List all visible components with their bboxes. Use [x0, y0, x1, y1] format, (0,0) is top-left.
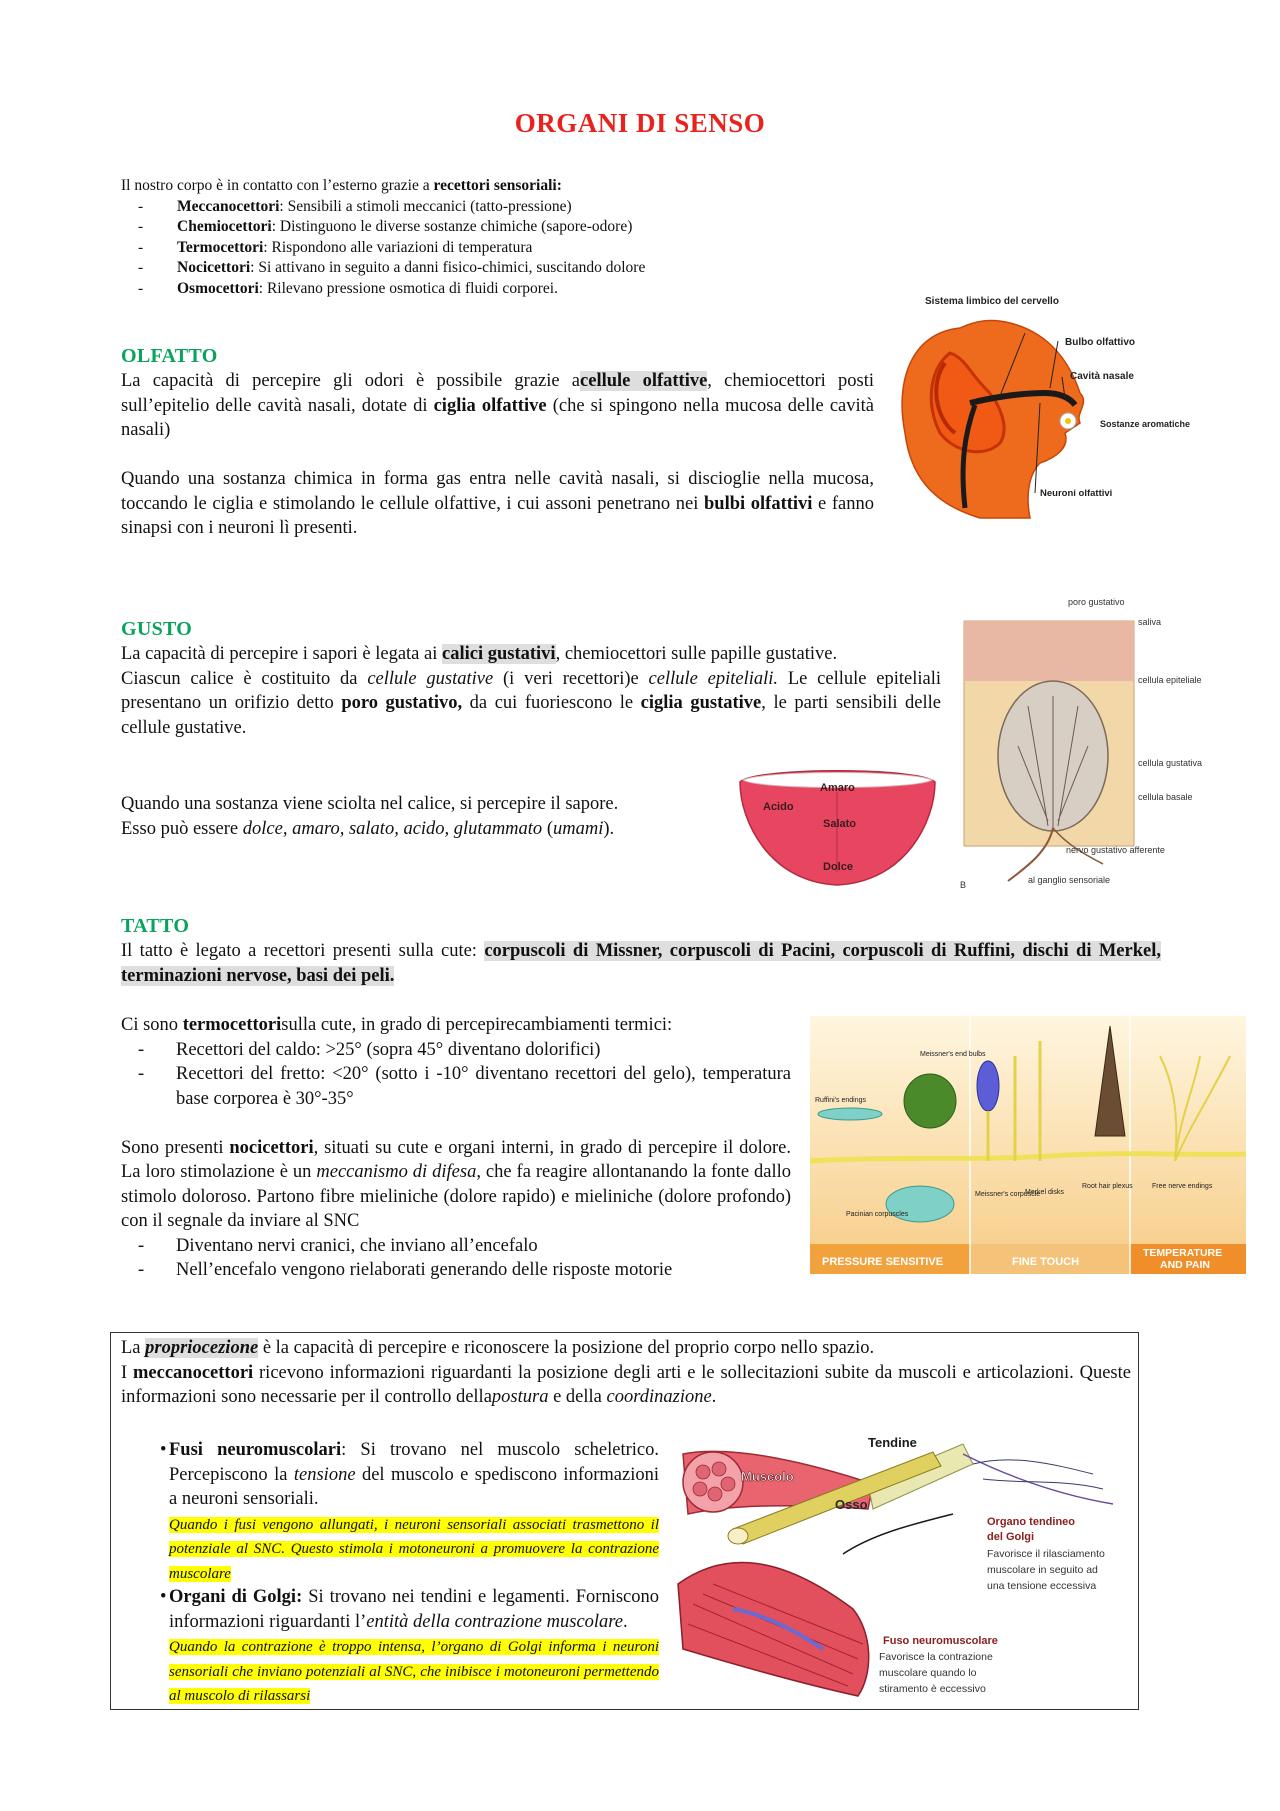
gusto-p1: La capacità di percepire i sapori è legata ai calici gustativi, chemiocettori sulle papille gustative.: [121, 644, 838, 664]
label-amaro: Amaro: [820, 782, 855, 794]
label-temperature: TEMPERATURE: [1143, 1247, 1223, 1259]
olfatto-p1: La capacità di percepire gli odori è possibile grazie acellule olfattive, chemiocettori posti sull’epitelio delle cavità nasali, dotate di ciglia olfattive (che si spingono nella mucosa delle cavità nasali): [121, 371, 875, 440]
proprio-list: [121, 1438, 659, 1708]
receptor-item-osmo: - Osmocettori: Rilevano pressione osmotica di fluidi corporei.: [121, 279, 841, 300]
item-fusi: • Fusi neuromuscolari: Si trovano nel muscolo scheletrico. Percepiscono la tensione del muscolo e spediscono informazioni a neuroni sensoriali. Quando i fusi vengono allungati, i neuroni sensoriali associati trasmettono il potenziale al SNC. Questo stimola i motoneuroni a promuovere la contrazione muscolare: [121, 1438, 659, 1585]
thermo-item-caldo: - Recettori del caldo: >25° (sopra 45° diventano dolorifici): [121, 1038, 791, 1063]
label-gustativa: cellula gustativa: [1138, 758, 1203, 768]
krause-bulb: [904, 1074, 956, 1128]
heading-olfatto: OLFATTO: [121, 345, 218, 367]
gusto-p3: Quando una sostanza viene sciolta nel calice, si percepire il sapore. Esso può essere dolce, amaro, salato, acido, glutammato (umami).: [121, 794, 619, 839]
label-pacinian: Pacinian corpuscles: [846, 1211, 909, 1218]
label-ganglio: al ganglio sensoriale: [1028, 875, 1111, 885]
label-meissner: Meissner's corpuscle: [975, 1191, 1041, 1198]
intro-lead: Il nostro corpo è in contatto con l’esterno grazie a recettori sensoriali:: [121, 177, 562, 194]
receptor-item-chemio: - Chemiocettori: Distinguono le diverse sostanze chimiche (sapore-odore): [121, 217, 841, 238]
label-pressure: PRESSURE SENSITIVE: [822, 1256, 944, 1268]
tongue-figure: [735, 762, 940, 887]
label-muscolo: Muscolo: [741, 1469, 794, 1484]
label-golgi-desc2: muscolare in seguito ad: [987, 1564, 1098, 1576]
item-golgi: • Organi di Golgi: Si trovano nei tendini e legamenti. Forniscono informazioni riguardanti l’entità della contrazione muscolare. Quando la contrazione è troppo intensa, l’organo di Golgi informa i neuroni sensoriali che inviano potenziali al SNC, che inibisce i motoneuroni permettendo al muscolo di rilassarsi: [121, 1585, 659, 1708]
label-dolce: Dolce: [823, 861, 853, 873]
label-saliva: saliva: [1138, 617, 1162, 627]
noci-item-2: - Nell’encefalo vengono rielaborati generando delle risposte motorie: [121, 1258, 791, 1283]
label-free-endings: Free nerve endings: [1152, 1183, 1213, 1190]
fusi-note: Quando i fusi vengono allungati, i neuroni sensoriali associati trasmettono il potenziale al SNC. Questo stimola i motoneuroni a promuovere la contrazione muscolare: [169, 1516, 659, 1582]
label-osso: Osso: [835, 1497, 868, 1512]
proprio-list-block: [121, 1438, 659, 1708]
noci-item-1: - Diventano nervi cranici, che inviano all’encefalo: [121, 1234, 791, 1259]
tatto-text: [121, 1013, 791, 1283]
label-root-hair: Root hair plexus: [1082, 1183, 1133, 1190]
receptor-item-termo: - Termocettori: Rispondono alle variazioni di temperatura: [121, 238, 841, 259]
label-fuso-desc1: Favorisce la contrazione: [879, 1651, 993, 1663]
label-cavity: Cavità nasale: [1070, 371, 1134, 382]
label-pain: AND PAIN: [1160, 1259, 1210, 1271]
meissner-corpuscle: [977, 1061, 999, 1111]
proprio-p1: La propriocezione è la capacità di percepire e riconoscere la posizione del proprio corpo nello spazio.: [121, 1338, 875, 1358]
label-merkel: Merkel disks: [1025, 1189, 1064, 1196]
gusto-text: [121, 642, 941, 740]
label-acido: Acido: [763, 801, 794, 813]
skin-receptors-figure: [810, 1016, 1246, 1274]
label-golgi-title2: del Golgi: [987, 1531, 1035, 1543]
tatto-p3: Sono presenti nocicettori, situati su cute e organi interni, in grado di percepire il dolore. La loro stimolazione è un meccanismo di difesa, che fa reagire allontanando la fonte dallo stimolo doloroso. Partono fibre mieliniche (dolore rapido) e mieliniche (dolore profondo) con il segnale da inviare al SNC: [121, 1137, 791, 1231]
olfatto-p2: Quando una sostanza chimica in forma gas entra nelle cavità nasali, si discioglie nella mucosa, toccando le ciglia e stimolando le cellule olfattive, i cui assoni penetrano nei bulbi olfattivi e fanno sinapsi con i neuroni lì presenti.: [121, 469, 874, 538]
tastebud-figure: [958, 596, 1203, 891]
label-fuso-desc3: stiramento è eccessivo: [879, 1683, 986, 1695]
label-fuso-title: Fuso neuromuscolare: [883, 1635, 998, 1647]
golgi-note: Quando la contrazione è troppo intensa, l’organo di Golgi informa i neuroni sensoriali che inviano potenziali al SNC, che inibisce i motoneuroni permettendo al muscolo di rilassarsi: [169, 1639, 659, 1704]
gusto-p2: Ciascun calice è costituito da cellule gustative (i veri recettori)e cellule epiteliali. Le cellule epiteliali presentano un orifizio detto poro gustativo, da cui fuoriescono le ciglia gustative, le parti sensibili delle cellule gustative.: [121, 668, 942, 738]
label-fig-b: B: [960, 880, 967, 890]
label-nervo: nervo gustativo afferente: [1066, 845, 1165, 855]
tatto-p2: Ci sono termocettorisulla cute, in grado di percepirecambiamenti termici:: [121, 1015, 673, 1035]
label-fuso-desc2: muscolare quando lo: [879, 1667, 977, 1679]
label-golgi-desc1: Favorisce il rilasciamento: [987, 1548, 1105, 1560]
olfatto-text: [121, 369, 874, 541]
label-meissner-bulbs: Meissner's end bulbs: [920, 1051, 986, 1058]
olfaction-figure: [890, 293, 1191, 528]
label-fine: FINE TOUCH: [1012, 1256, 1080, 1268]
receptor-list: [121, 197, 841, 300]
receptor-item-mecca: - Meccanocettori: Sensibili a stimoli meccanici (tatto-pressione): [121, 197, 841, 218]
label-golgi-desc3: una tensione eccessiva: [987, 1580, 1097, 1592]
label-ruffini: Ruffini's endings: [815, 1097, 867, 1104]
label-limbic: Sistema limbico del cervello: [925, 296, 1059, 307]
heading-tatto: TATTO: [121, 915, 190, 937]
label-neurons: Neuroni olfattivi: [1040, 488, 1113, 499]
label-poro: poro gustativo: [1068, 597, 1125, 607]
ruffini-ending: [818, 1108, 882, 1120]
label-bulb: Bulbo olfattivo: [1065, 337, 1135, 348]
intro-block: [121, 176, 841, 299]
noci-list: [121, 1234, 791, 1283]
proprio-p2: I meccanocettori ricevono informazioni riguardanti la posizione degli arti e le sollecitazioni subite da muscoli e articolazioni. Queste informazioni sono necessarie per il controllo dellapostura e della coordinazione.: [121, 1362, 1131, 1407]
page-title: ORGANI DI SENSO: [514, 108, 766, 138]
thermo-list: [121, 1038, 791, 1112]
label-tendine: Tendine: [868, 1435, 917, 1450]
label-substances: Sostanze aromatiche: [1100, 419, 1191, 429]
label-basale: cellula basale: [1138, 792, 1193, 802]
heading-gusto: GUSTO: [121, 618, 193, 640]
label-epiteliale: cellula epiteliale: [1138, 675, 1202, 685]
label-golgi-title1: Organo tendineo: [987, 1516, 1075, 1528]
receptor-item-noci: - Nocicettori: Si attivano in seguito a danni fisico-chimici, suscitando dolore: [121, 258, 841, 279]
proprio-text: [121, 1336, 1131, 1410]
label-salato: Salato: [823, 818, 857, 830]
tatto-p1: Il tatto è legato a recettori presenti sulla cute: corpuscoli di Missner, corpuscoli di Pacini, corpuscoli di Ruffini, dischi di Merkel, terminazioni nervose, basi dei peli.: [121, 941, 1161, 986]
muscle-figure: [673, 1434, 1131, 1706]
thermo-item-freddo: - Recettori del fretto: <20° (sotto i -10° diventano recettori del gelo), temperatura base corporea è 30°-35°: [121, 1062, 791, 1111]
